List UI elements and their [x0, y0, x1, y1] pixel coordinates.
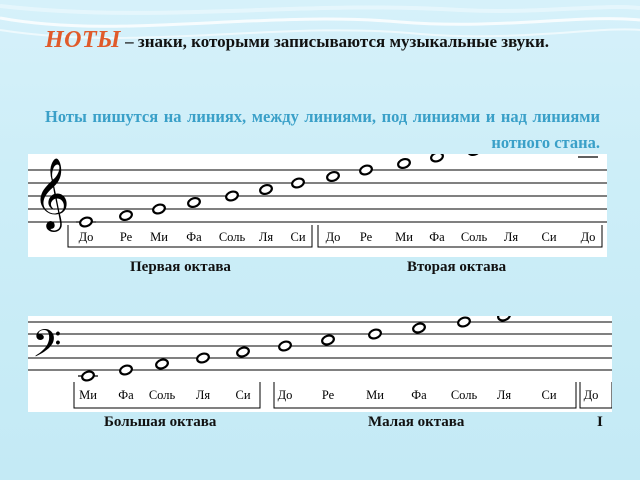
note-head: [119, 210, 133, 222]
note-label: Ля: [258, 230, 274, 244]
subtitle: Ноты пишутся на линиях, между линиями, под линиями и над линиями нотного стана.: [45, 107, 600, 152]
note-label: Ля: [496, 388, 512, 402]
note-label: Си: [541, 230, 557, 244]
note-head: [321, 334, 335, 346]
note-head: [259, 184, 273, 196]
bass-staff-svg: [28, 316, 612, 412]
note-label: Фа: [429, 230, 445, 244]
note-head: [397, 158, 411, 170]
bass-clef-icon: [32, 321, 62, 375]
title-rest: знаки, которыми записываются музыкальные звуки.: [137, 32, 550, 51]
page-title: [45, 28, 565, 54]
note-label: Ми: [395, 230, 413, 244]
note-label: Соль: [450, 388, 478, 402]
note-head: [291, 177, 305, 189]
note-head: [119, 364, 133, 376]
note-label: До: [277, 388, 293, 402]
note-head: [225, 190, 239, 202]
note-label: До: [580, 230, 596, 244]
svg-text:𝄢: 𝄢: [32, 321, 62, 375]
svg-text:𝄞: 𝄞: [33, 156, 70, 229]
note-label: Фа: [118, 388, 134, 402]
octave-label-small: Малая октава: [368, 414, 465, 430]
note-label: Ми: [366, 388, 384, 402]
note-head: [326, 171, 340, 183]
note-head: [79, 216, 93, 228]
octave-label-first: Первая октава: [130, 259, 231, 275]
note-label: Соль: [148, 388, 176, 402]
note-head: [196, 352, 210, 364]
note-head: [187, 197, 201, 209]
note-label: Си: [541, 388, 557, 402]
note-label: Ре: [321, 388, 335, 402]
note-head: [359, 164, 373, 176]
note-label: Ля: [195, 388, 211, 402]
note-label: Си: [290, 230, 306, 244]
note-label: Соль: [218, 230, 246, 244]
note-head: [467, 154, 481, 156]
treble-clef-icon: [33, 156, 70, 232]
treble-staff-svg: [28, 154, 607, 257]
note-label: Си: [235, 388, 251, 402]
note-label: Ре: [119, 230, 133, 244]
note-label: Ми: [150, 230, 168, 244]
note-head: [368, 328, 382, 340]
note-head: [457, 316, 471, 328]
note-label: Соль: [460, 230, 488, 244]
note-head: [497, 316, 511, 322]
bass-staff: [28, 316, 612, 412]
treble-staff: [28, 154, 607, 257]
octave-label-great: Большая октава: [104, 414, 217, 430]
title-dash: –: [120, 32, 138, 51]
octave-label-second: Вторая октава: [407, 259, 507, 275]
note-label: До: [325, 230, 341, 244]
title-word: НОТЫ: [45, 27, 121, 53]
octave-label-one: I: [597, 414, 603, 430]
note-head: [155, 358, 169, 370]
note-label: До: [583, 388, 599, 402]
note-label: Фа: [411, 388, 427, 402]
note-head: [278, 340, 292, 352]
note-head: [412, 322, 426, 334]
note-label: Ми: [79, 388, 97, 402]
note-label: Фа: [186, 230, 202, 244]
note-label: Ля: [503, 230, 519, 244]
note-label: Ре: [359, 230, 373, 244]
note-head: [152, 203, 166, 215]
note-head: [236, 346, 250, 358]
note-head: [81, 370, 95, 382]
note-head: [430, 154, 444, 163]
note-label: До: [78, 230, 94, 244]
